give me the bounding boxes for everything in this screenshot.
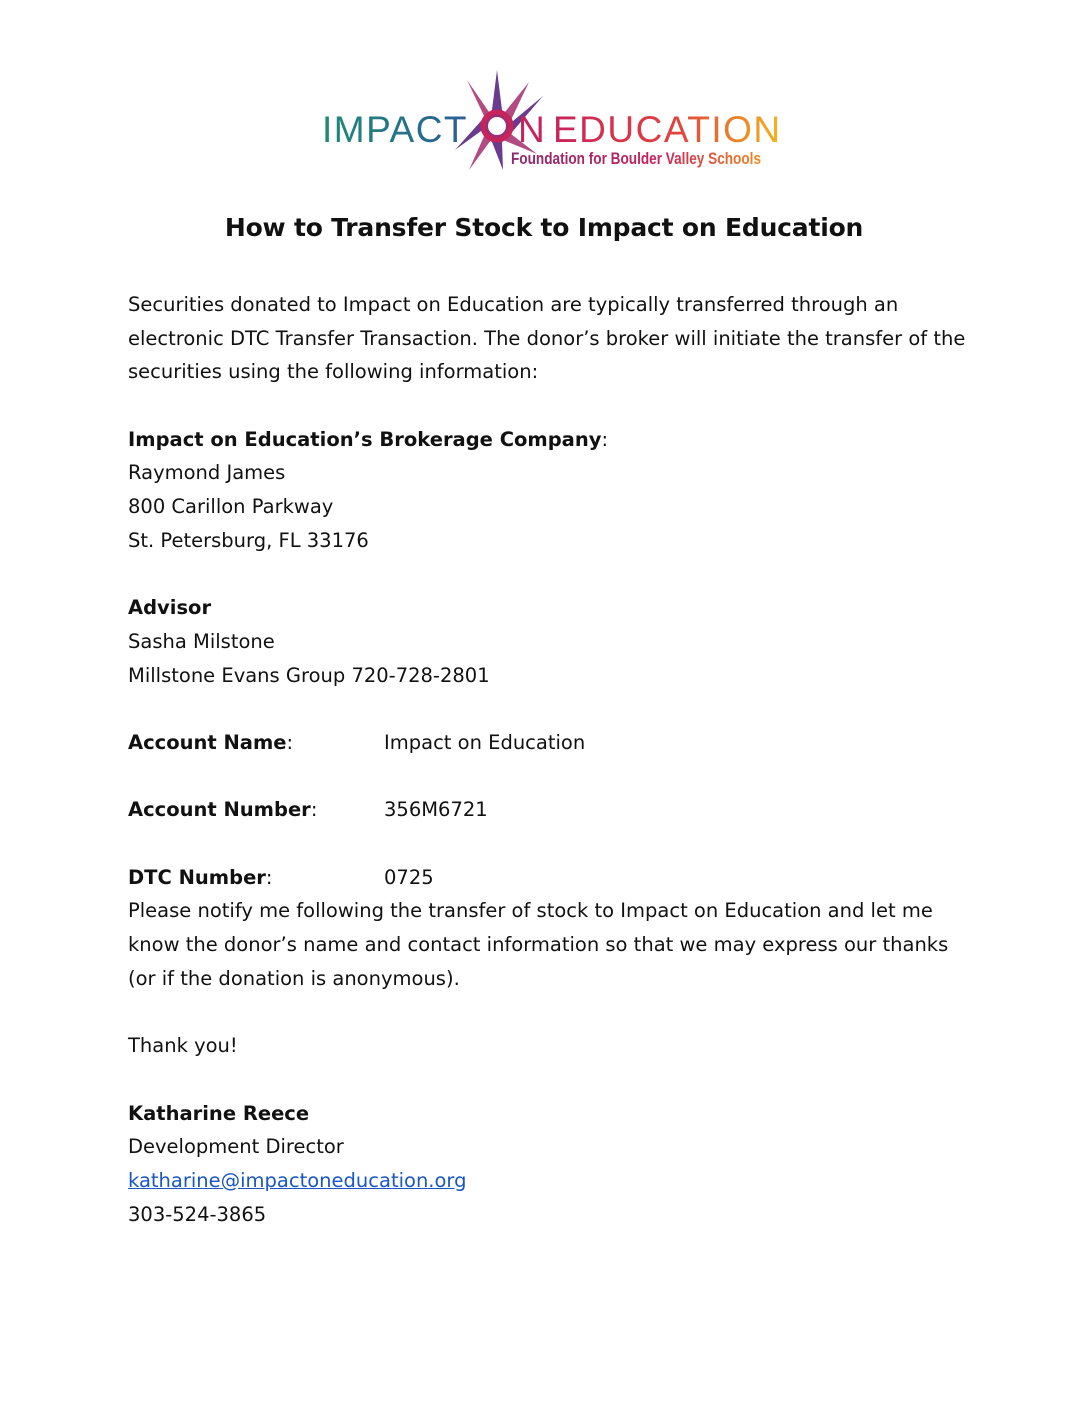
account-number-row bbox=[128, 793, 968, 827]
account-name-colon: : bbox=[286, 730, 294, 754]
brokerage-heading-label: Impact on Education’s Brokerage Company bbox=[128, 427, 602, 451]
dtc-number-colon: : bbox=[265, 865, 273, 889]
logo-graphic bbox=[322, 68, 782, 178]
logo-word-on: N bbox=[518, 109, 547, 150]
account-number-value: 356M6721 bbox=[384, 798, 488, 822]
intro-line-3: securities using the following information: bbox=[128, 360, 539, 384]
account-name-row bbox=[128, 726, 968, 760]
advisor-heading: Advisor bbox=[128, 596, 212, 620]
brokerage-line-3: St. Petersburg, FL 33176 bbox=[128, 528, 369, 552]
document-body bbox=[128, 288, 968, 1231]
logo-word-impact: IMPACT bbox=[322, 109, 469, 150]
notify-line-3: (or if the donation is anonymous). bbox=[128, 966, 460, 990]
signature-phone: 303-524-3865 bbox=[128, 1202, 267, 1226]
brokerage-line-1: Raymond James bbox=[128, 461, 286, 485]
dtc-number-label: DTC Number bbox=[128, 865, 266, 889]
account-name-label: Account Name bbox=[128, 730, 287, 754]
advisor-line-1: Sasha Milstone bbox=[128, 629, 275, 653]
signature-name: Katharine Reece bbox=[128, 1101, 310, 1125]
brokerage-line-2: 800 Carillon Parkway bbox=[128, 495, 334, 519]
notify-line-1: Please notify me following the transfer of stock to Impact on Education and let me bbox=[128, 899, 933, 923]
account-number-label: Account Number bbox=[128, 798, 311, 822]
thank-you-text: Thank you! bbox=[128, 1034, 238, 1058]
logo-word-education: EDUCATION bbox=[553, 109, 782, 150]
impact-on-education-logo bbox=[322, 68, 782, 178]
account-number-colon: : bbox=[310, 798, 318, 822]
signature-role: Development Director bbox=[128, 1135, 344, 1159]
intro-line-2: electronic DTC Transfer Transaction. The donor’s broker will initiate the transfer of the bbox=[128, 326, 966, 350]
notify-line-2: know the donor’s name and contact information so that we may express our thanks bbox=[128, 933, 949, 957]
dtc-number-row bbox=[128, 861, 968, 895]
logo-tagline: Foundation for Boulder Valley Schools bbox=[511, 149, 761, 168]
dtc-number-value: 0725 bbox=[384, 865, 434, 889]
brokerage-heading bbox=[128, 423, 968, 457]
document-title: How to Transfer Stock to Impact on Education bbox=[224, 213, 864, 242]
brokerage-heading-colon: : bbox=[601, 427, 609, 451]
account-name-value: Impact on Education bbox=[384, 730, 586, 754]
signature-email-link[interactable]: katharine@impactoneducation.org bbox=[128, 1168, 467, 1192]
advisor-line-2: Millstone Evans Group 720-728-2801 bbox=[128, 663, 490, 687]
intro-line-1: Securities donated to Impact on Education are typically transferred through an bbox=[128, 293, 899, 316]
